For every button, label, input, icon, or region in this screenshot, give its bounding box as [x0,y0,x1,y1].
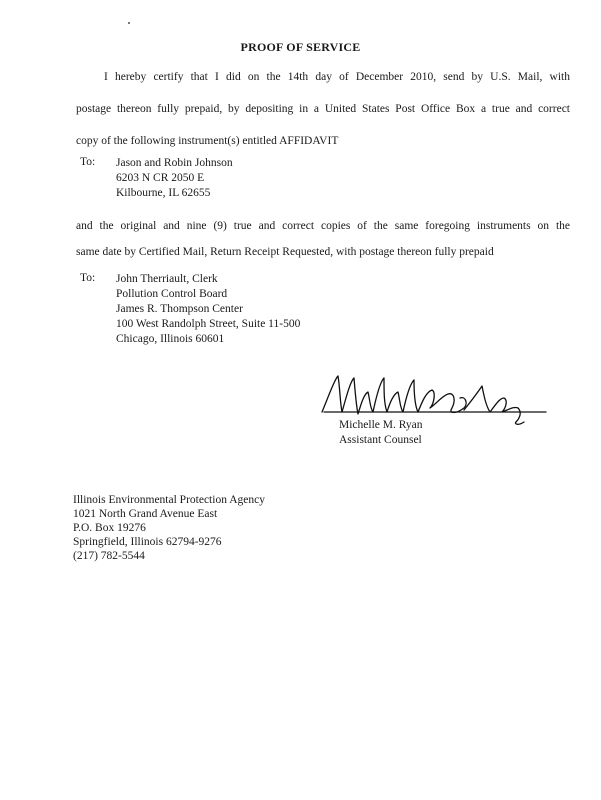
to-label-1: To: [80,156,96,168]
signer-title: Assistant Counsel [339,434,422,446]
recipient1-line: Kilbourne, IL 62655 [116,187,211,199]
recipient1-address [116,156,233,201]
paragraph2-line2: same date by Certified Mail, Return Receipt Requested, with postage thereon fully prepaid [76,246,494,258]
signer-block [339,418,423,448]
paragraph1-line1: I hereby certify that I did on the 14th day of December 2010, send by U.S. Mail, with [104,71,570,83]
recipient2-line: Pollution Control Board [116,288,228,300]
recipient2-address [116,272,300,347]
to-label-2: To: [80,272,96,284]
recipient1-line: 6203 N CR 2050 E [116,172,205,184]
paragraph1-line2: postage thereon fully prepaid, by depositing in a United States Post Office Box a true and correct [76,103,570,115]
recipient1-line: Jason and Robin Johnson [116,157,233,169]
paragraph1-line3: copy of the following instrument(s) entitled AFFIDAVIT [76,135,339,147]
paragraph2-line1: and the original and nine (9) true and correct copies of the same foregoing instruments on the [76,220,570,232]
agency-line: Springfield, Illinois 62794-9276 [73,536,222,548]
scan-speck [128,22,130,24]
agency-address [73,493,265,563]
agency-line: P.O. Box 19276 [73,522,146,534]
recipient2-line: James R. Thompson Center [116,303,243,315]
agency-line: Illinois Environmental Protection Agency [73,494,265,506]
signer-name: Michelle M. Ryan [339,419,423,431]
recipient2-line: Chicago, Illinois 60601 [116,333,225,345]
document-title: PROOF OF SERVICE [240,40,361,54]
recipient2-line: 100 West Randolph Street, Suite 11-500 [116,318,301,330]
agency-line: 1021 North Grand Avenue East [73,508,218,520]
agency-line: (217) 782-5544 [73,550,145,562]
recipient2-line: John Therriault, Clerk [116,273,218,285]
